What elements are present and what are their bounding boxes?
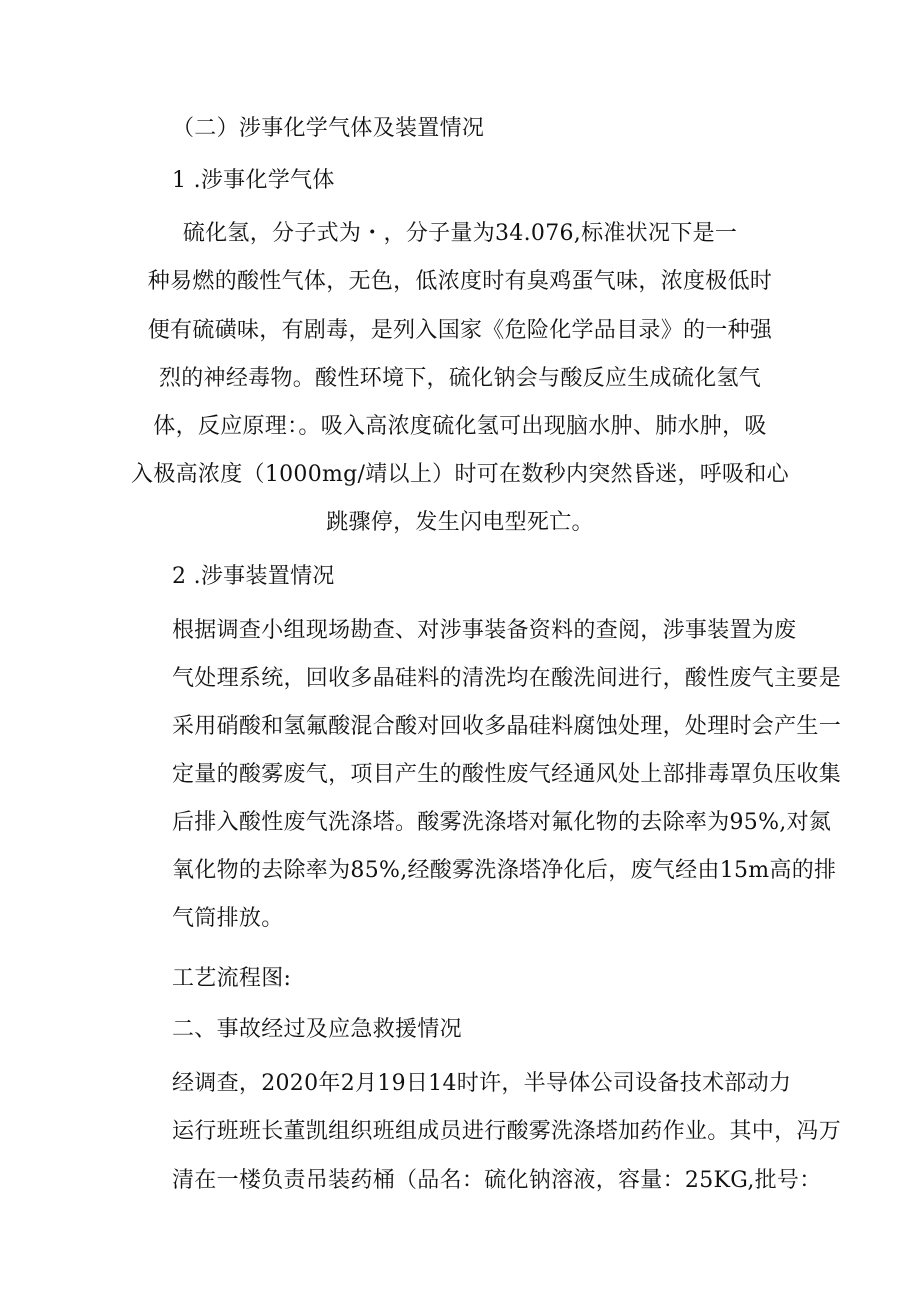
paragraph-line: 氧化物的去除率为85%,经酸雾洗涤塔净化后，废气经由15m高的排 bbox=[172, 858, 837, 883]
paragraph-line: 运行班班长董凯组织班组成员进行酸雾洗涤塔加药作业。其中，冯万 bbox=[172, 1119, 842, 1144]
paragraph-line: 根据调查小组现场勘查、对涉事装备资料的查阅，涉事装置为废 bbox=[172, 618, 797, 643]
paragraph-line: 入极高浓度（1000mg/靖以上）时可在数秒内突然昏迷，呼吸和心 bbox=[131, 462, 789, 487]
paragraph-line: 跳骤停，发生闪电型死亡。 bbox=[326, 510, 594, 535]
paragraph-line: 体，反应原理：。吸入高浓度硫化氢可出现脑水肿、肺水肿，吸 bbox=[153, 414, 767, 439]
subheading-equipment: 2 .涉事装置情况 bbox=[172, 564, 335, 589]
paragraph-line: 气处理系统，回收多晶硅料的清洗均在酸洗间进行，酸性废气主要是 bbox=[172, 666, 842, 691]
paragraph-line: 清在一楼负责吊装药桶（品名：硫化钠溶液，容量：25KG,批号： bbox=[172, 1168, 822, 1193]
paragraph-line: 烈的神经毒物。酸性环境下，硫化钠会与酸反应生成硫化氢气 bbox=[158, 366, 762, 391]
paragraph-line: 后排入酸性废气洗涤塔。酸雾洗涤塔对氟化物的去除率为95%,对氮 bbox=[172, 810, 832, 835]
paragraph-line: 硫化氢，分子式为・，分子量为34.076,标准状况下是一 bbox=[182, 221, 738, 246]
paragraph-line: 经调查，2020年2月19日14时许，半导体公司设备技术部动力 bbox=[172, 1071, 792, 1096]
paragraph-line: 采用硝酸和氢氟酸混合酸对回收多晶硅料腐蚀处理，处理时会产生一 bbox=[172, 714, 842, 739]
section-heading: （二）涉事化学气体及装置情况 bbox=[172, 116, 485, 141]
section-heading-accident: 二、事故经过及应急救援情况 bbox=[172, 1017, 462, 1042]
paragraph-line: 气筒排放。 bbox=[172, 906, 284, 931]
paragraph-line: 种易燃的酸性气体，无色，低浓度时有臭鸡蛋气味，浓度极低时 bbox=[147, 269, 773, 294]
subheading-chemical-gas: 1 .涉事化学气体 bbox=[172, 168, 335, 193]
flow-diagram-label: 工艺流程图: bbox=[172, 966, 292, 991]
paragraph-line: 定量的酸雾废气，项目产生的酸性废气经通风处上部排毒罩负压收集 bbox=[172, 762, 842, 787]
paragraph-line: 便有硫磺味，有剧毒，是列入国家《危险化学品目录》的一种强 bbox=[147, 318, 773, 343]
